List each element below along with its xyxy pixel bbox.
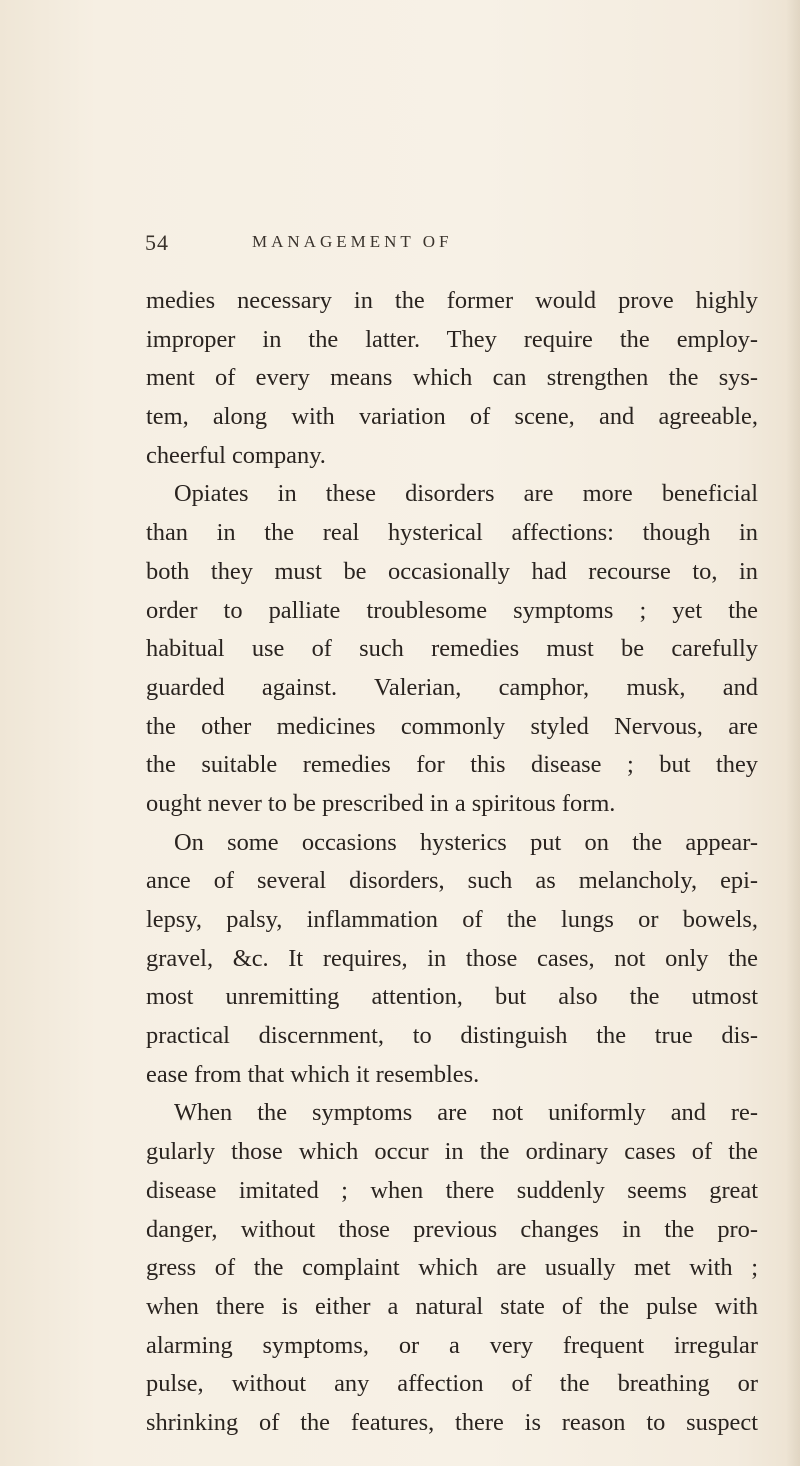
text-line: ought never to be prescribed in a spiritous form. xyxy=(146,789,616,817)
text-line: the other medicines commonly styled Nervous, are xyxy=(146,712,758,740)
page-number: 54 xyxy=(145,230,169,255)
text-line: than in the real hysterical affections: though in xyxy=(146,519,758,547)
text-line: alarming symptoms, or a very frequent irregular xyxy=(146,1331,758,1359)
text-line: shrinking of the features, there is reason to suspect xyxy=(146,1408,758,1436)
text-line: both they must be occasionally had recourse to, in xyxy=(146,557,758,585)
text-line: ment of every means which can strengthen the sys- xyxy=(146,364,758,392)
text-line: habitual use of such remedies must be carefully xyxy=(146,635,758,663)
text-line: danger, without those previous changes in the pro- xyxy=(146,1215,758,1243)
text-line: cheerful company. xyxy=(146,441,326,469)
text-line: gravel, &c. It requires, in those cases, not only the xyxy=(146,944,758,972)
page-header xyxy=(145,230,705,260)
text-line: improper in the latter. They require the employ- xyxy=(146,325,758,353)
text-line: when there is either a natural state of the pulse with xyxy=(146,1292,758,1320)
text-line: order to palliate troublesome symptoms ; yet the xyxy=(146,596,758,624)
text-line: ance of several disorders, such as melancholy, epi- xyxy=(146,867,758,895)
text-line: ease from that which it resembles. xyxy=(146,1060,480,1088)
running-head: MANAGEMENT OF xyxy=(252,232,453,251)
text-line: medies necessary in the former would prove highly xyxy=(146,287,758,314)
text-line: gress of the complaint which are usually met with ; xyxy=(146,1254,758,1282)
text-line: lepsy, palsy, inflammation of the lungs or bowels, xyxy=(146,906,758,933)
text-line: On some occasions hysterics put on the appear- xyxy=(174,828,758,856)
text-line: guarded against. Valerian, camphor, musk, and xyxy=(146,673,758,701)
page-edge-shadow xyxy=(786,0,800,1466)
text-line: pulse, without any affection of the breathing or xyxy=(146,1370,758,1398)
body-text xyxy=(146,282,758,1443)
text-line: practical discernment, to distinguish the true dis- xyxy=(146,1022,758,1050)
text-line: When the symptoms are not uniformly and re- xyxy=(174,1099,758,1127)
text-line: the suitable remedies for this disease ; but they xyxy=(146,751,758,779)
text-line: most unremitting attention, but also the utmost xyxy=(146,983,758,1011)
text-line: tem, along with variation of scene, and agreeable, xyxy=(146,403,758,431)
text-line: Opiates in these disorders are more beneficial xyxy=(174,480,758,508)
text-line: disease imitated ; when there suddenly seems great xyxy=(146,1176,758,1204)
text-line: gularly those which occur in the ordinary cases of the xyxy=(146,1138,758,1166)
